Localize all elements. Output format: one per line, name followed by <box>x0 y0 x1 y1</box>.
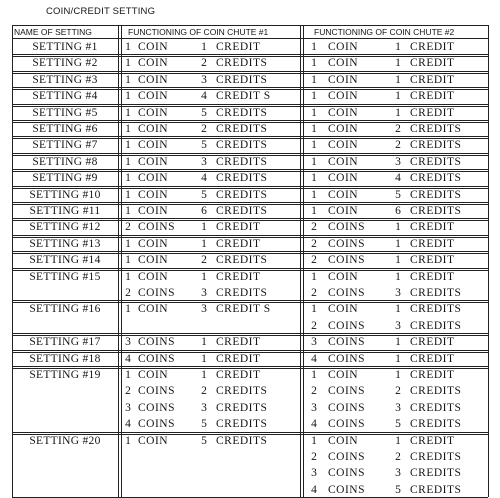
coin-count: 1 <box>311 123 317 135</box>
credit-label: CREDITS <box>216 254 268 267</box>
credit-count: 3 <box>201 303 207 316</box>
setting-name: SETTING #10 <box>29 188 101 201</box>
credit-count: 5 <box>395 418 401 431</box>
credit-label: CREDITS <box>410 172 462 185</box>
setting-name: SETTING #14 <box>29 254 101 267</box>
credit-count: 1 <box>201 270 207 283</box>
credit-count: 1 <box>395 270 401 283</box>
coin-count: 1 <box>311 139 317 152</box>
setting-name: SETTING #17 <box>29 336 101 349</box>
credit-label: CREDITS <box>410 385 462 398</box>
credit-label: CREDIT <box>410 57 455 70</box>
coin-count: 1 <box>311 188 317 201</box>
setting-name: SETTING #20 <box>29 434 101 447</box>
coin-label: COIN <box>138 90 169 103</box>
coin-count: 1 <box>311 155 317 168</box>
coin-count: 1 <box>311 172 317 185</box>
coin-count: 4 <box>125 418 131 431</box>
credit-label: CREDITS <box>216 57 268 70</box>
coin-count: 3 <box>311 336 317 349</box>
column-header: FUNCTIONING OF COIN CHUTE #1 <box>128 27 269 37</box>
coin-label: COIN <box>138 155 169 168</box>
credit-label: CREDITS <box>216 418 268 431</box>
credit-label: CREDITS <box>216 155 268 168</box>
credit-label: CREDIT S <box>216 90 271 103</box>
credit-count: 6 <box>395 205 401 217</box>
coin-count: 1 <box>311 41 317 53</box>
coin-count: 1 <box>125 73 131 86</box>
credit-label: CREDITS <box>410 205 462 217</box>
coin-label: COIN <box>138 106 169 119</box>
credit-count: 2 <box>201 123 207 135</box>
coin-count: 1 <box>311 369 317 381</box>
column-header: FUNCTIONING OF COIN CHUTE #2 <box>314 27 455 37</box>
coin-label: COIN <box>138 303 169 316</box>
credit-label: CREDIT <box>216 221 261 234</box>
credit-label: CREDITS <box>216 401 268 414</box>
coin-label: COINS <box>328 319 366 332</box>
coin-label: COIN <box>138 205 169 217</box>
credit-label: CREDIT <box>216 336 261 349</box>
credit-label: CREDITS <box>410 451 462 463</box>
coin-label: COINS <box>328 483 366 496</box>
coin-label: COINS <box>328 254 366 267</box>
credit-count: 1 <box>201 41 207 53</box>
coin-count: 1 <box>311 73 317 86</box>
credit-label: CREDIT <box>410 237 455 250</box>
coin-label: COINS <box>138 352 176 365</box>
coin-label: COIN <box>328 57 359 70</box>
coin-count: 1 <box>311 303 317 316</box>
credit-count: 1 <box>395 90 401 103</box>
coin-label: COINS <box>328 418 366 431</box>
coin-count: 1 <box>125 205 131 217</box>
coin-label: COIN <box>138 73 169 86</box>
coin-count: 3 <box>125 401 131 414</box>
setting-name: SETTING #8 <box>32 155 98 168</box>
credit-label: CREDITS <box>410 139 462 152</box>
credit-count: 3 <box>395 155 401 168</box>
credit-label: CREDIT <box>216 369 261 381</box>
setting-name: SETTING #3 <box>32 73 98 86</box>
coin-count: 1 <box>125 123 131 135</box>
credit-count: 1 <box>395 106 401 119</box>
coin-label: COIN <box>138 254 169 267</box>
coin-label: COIN <box>328 434 359 447</box>
coin-count: 1 <box>125 155 131 168</box>
coin-count: 1 <box>125 57 131 70</box>
credit-count: 5 <box>201 434 207 447</box>
coin-count: 1 <box>125 106 131 119</box>
coin-count: 1 <box>125 172 131 185</box>
credit-count: 4 <box>201 90 207 103</box>
coin-label: COIN <box>138 237 169 250</box>
coin-label: COINS <box>138 221 176 234</box>
credit-label: CREDIT <box>216 270 261 283</box>
coin-count: 1 <box>125 90 131 103</box>
setting-name: SETTING #7 <box>32 139 98 152</box>
credit-label: CREDIT <box>410 270 455 283</box>
coin-label: COIN <box>328 123 359 135</box>
coin-count: 1 <box>125 139 131 152</box>
credit-label: CREDIT S <box>216 303 271 316</box>
coin-label: COINS <box>328 221 366 234</box>
coin-label: COIN <box>328 41 359 53</box>
credit-label: CREDITS <box>216 287 268 299</box>
credit-count: 1 <box>201 336 207 349</box>
credit-label: CREDITS <box>410 401 462 414</box>
credit-label: CREDITS <box>410 303 462 316</box>
credit-count: 2 <box>395 451 401 463</box>
coin-count: 2 <box>311 451 317 463</box>
coin-count: 1 <box>311 205 317 217</box>
coin-label: COIN <box>138 139 169 152</box>
credit-label: CREDITS <box>216 188 268 201</box>
credit-label: CREDIT <box>410 221 455 234</box>
coin-count: 1 <box>125 369 131 381</box>
coin-count: 1 <box>311 90 317 103</box>
coin-label: COINS <box>138 336 176 349</box>
coin-label: COIN <box>138 434 169 447</box>
setting-name: SETTING #16 <box>29 303 101 316</box>
credit-count: 5 <box>395 483 401 496</box>
credit-count: 1 <box>395 336 401 349</box>
coin-count: 1 <box>125 237 131 250</box>
credit-count: 3 <box>201 73 207 86</box>
credit-count: 3 <box>201 401 207 414</box>
setting-name: SETTING #4 <box>32 90 98 103</box>
credit-label: CREDITS <box>410 287 462 299</box>
setting-name: SETTING #2 <box>32 57 98 70</box>
coin-count: 2 <box>125 287 131 299</box>
coin-label: COIN <box>138 57 169 70</box>
coin-label: COIN <box>328 106 359 119</box>
credit-count: 2 <box>201 385 207 398</box>
coin-label: COIN <box>328 90 359 103</box>
coin-label: COIN <box>328 172 359 185</box>
credit-count: 1 <box>395 254 401 267</box>
credit-label: CREDIT <box>216 352 261 365</box>
credit-count: 5 <box>395 188 401 201</box>
credit-count: 5 <box>201 139 207 152</box>
credit-count: 4 <box>395 172 401 185</box>
column-rule <box>118 25 119 497</box>
credit-label: CREDITS <box>216 172 268 185</box>
coin-count: 2 <box>125 221 131 234</box>
credit-count: 1 <box>201 237 207 250</box>
table-border-right <box>488 25 489 497</box>
credit-count: 3 <box>395 319 401 332</box>
coin-label: COIN <box>328 155 359 168</box>
coin-label: COIN <box>138 369 169 381</box>
credit-count: 5 <box>201 188 207 201</box>
credit-count: 3 <box>395 287 401 299</box>
credit-label: CREDITS <box>216 385 268 398</box>
coin-label: COINS <box>138 385 176 398</box>
coin-count: 2 <box>311 287 317 299</box>
credit-label: CREDIT <box>410 90 455 103</box>
credit-count: 1 <box>201 369 207 381</box>
coin-label: COINS <box>328 401 366 414</box>
coin-label: COINS <box>328 451 366 463</box>
credit-count: 3 <box>201 287 207 299</box>
coin-count: 3 <box>125 336 131 349</box>
coin-label: COINS <box>138 287 176 299</box>
coin-label: COINS <box>328 352 366 365</box>
coin-label: COIN <box>138 270 169 283</box>
credit-label: CREDITS <box>410 418 462 431</box>
setting-name: SETTING #5 <box>32 106 98 119</box>
credit-count: 1 <box>395 434 401 447</box>
credit-label: CREDITS <box>216 139 268 152</box>
credit-label: CREDITS <box>216 73 268 86</box>
coin-count: 3 <box>311 401 317 414</box>
coin-label: COINS <box>138 401 176 414</box>
credit-count: 1 <box>395 41 401 53</box>
coin-label: COINS <box>328 287 366 299</box>
coin-count: 1 <box>311 106 317 119</box>
coin-count: 1 <box>125 41 131 53</box>
credit-count: 4 <box>201 172 207 185</box>
credit-label: CREDITS <box>216 123 268 135</box>
credit-count: 2 <box>201 57 207 70</box>
credit-label: CREDIT <box>410 352 455 365</box>
coin-count: 2 <box>311 385 317 398</box>
credit-count: 1 <box>395 237 401 250</box>
coin-count: 1 <box>311 434 317 447</box>
credit-label: CREDITS <box>410 467 462 480</box>
credit-label: CREDITS <box>410 123 462 135</box>
setting-name: SETTING #12 <box>29 221 101 234</box>
credit-count: 3 <box>201 155 207 168</box>
setting-name: SETTING #15 <box>29 270 101 283</box>
coin-label: COIN <box>138 188 169 201</box>
coin-count: 1 <box>311 57 317 70</box>
setting-name: SETTING #19 <box>29 369 101 381</box>
credit-count: 3 <box>395 401 401 414</box>
credit-count: 1 <box>395 57 401 70</box>
credit-label: CREDITS <box>410 483 462 496</box>
coin-count: 1 <box>125 188 131 201</box>
credit-count: 1 <box>395 221 401 234</box>
credit-count: 1 <box>395 73 401 86</box>
coin-label: COIN <box>328 188 359 201</box>
coin-count: 4 <box>311 352 317 365</box>
table-border-top <box>12 25 488 26</box>
setting-name: SETTING #9 <box>32 172 98 185</box>
coin-count: 2 <box>311 221 317 234</box>
coin-label: COINS <box>328 385 366 398</box>
column-rule <box>300 25 301 497</box>
coin-count: 2 <box>311 237 317 250</box>
coin-count: 2 <box>311 319 317 332</box>
credit-count: 3 <box>395 467 401 480</box>
credit-count: 2 <box>395 385 401 398</box>
coin-count: 1 <box>125 254 131 267</box>
coin-label: COIN <box>328 139 359 152</box>
column-rule <box>303 25 304 497</box>
credit-count: 1 <box>201 221 207 234</box>
coin-count: 4 <box>125 352 131 365</box>
credit-label: CREDITS <box>410 155 462 168</box>
setting-name: SETTING #13 <box>29 237 101 250</box>
setting-name: SETTING #11 <box>29 205 101 217</box>
credit-count: 5 <box>201 106 207 119</box>
credit-count: 1 <box>201 352 207 365</box>
coin-count: 2 <box>125 385 131 398</box>
setting-name: SETTING #1 <box>32 41 98 53</box>
credit-count: 5 <box>201 418 207 431</box>
credit-label: CREDIT <box>410 106 455 119</box>
credit-label: CREDIT <box>410 41 455 53</box>
coin-label: COIN <box>328 303 359 316</box>
coin-label: COIN <box>138 123 169 135</box>
coin-label: COINS <box>138 418 176 431</box>
credit-label: CREDIT <box>410 254 455 267</box>
coin-count: 3 <box>311 467 317 480</box>
credit-label: CREDIT <box>410 434 455 447</box>
coin-label: COINS <box>328 467 366 480</box>
credit-count: 1 <box>395 303 401 316</box>
credit-label: CREDITS <box>216 106 268 119</box>
coin-label: COINS <box>328 336 366 349</box>
credit-label: CREDITS <box>216 205 268 217</box>
coin-count: 1 <box>311 270 317 283</box>
credit-count: 2 <box>395 139 401 152</box>
coin-label: COIN <box>328 205 359 217</box>
credit-label: CREDIT <box>410 369 455 381</box>
column-header: NAME OF SETTING <box>14 27 92 37</box>
credit-label: CREDITS <box>216 434 268 447</box>
credit-label: CREDITS <box>410 319 462 332</box>
page-title: COIN/CREDIT SETTING <box>46 6 156 17</box>
credit-count: 1 <box>395 369 401 381</box>
coin-label: COIN <box>328 73 359 86</box>
credit-label: CREDIT <box>410 73 455 86</box>
coin-label: COIN <box>328 270 359 283</box>
coin-label: COIN <box>138 172 169 185</box>
setting-name: SETTING #18 <box>29 352 101 365</box>
credit-label: CREDIT <box>216 237 261 250</box>
credit-label: CREDIT <box>410 336 455 349</box>
coin-count: 1 <box>125 434 131 447</box>
coin-count: 2 <box>311 254 317 267</box>
coin-count: 1 <box>125 270 131 283</box>
credit-label: CREDIT <box>216 41 261 53</box>
coin-count: 1 <box>125 303 131 316</box>
setting-name: SETTING #6 <box>32 123 98 135</box>
coin-count: 4 <box>311 483 317 496</box>
credit-count: 2 <box>201 254 207 267</box>
coin-label: COINS <box>328 237 366 250</box>
credit-count: 1 <box>395 352 401 365</box>
coin-count: 4 <box>311 418 317 431</box>
credit-label: CREDITS <box>410 188 462 201</box>
credit-count: 6 <box>201 205 207 217</box>
coin-label: COIN <box>328 369 359 381</box>
credit-count: 2 <box>395 123 401 135</box>
coin-label: COIN <box>138 41 169 53</box>
